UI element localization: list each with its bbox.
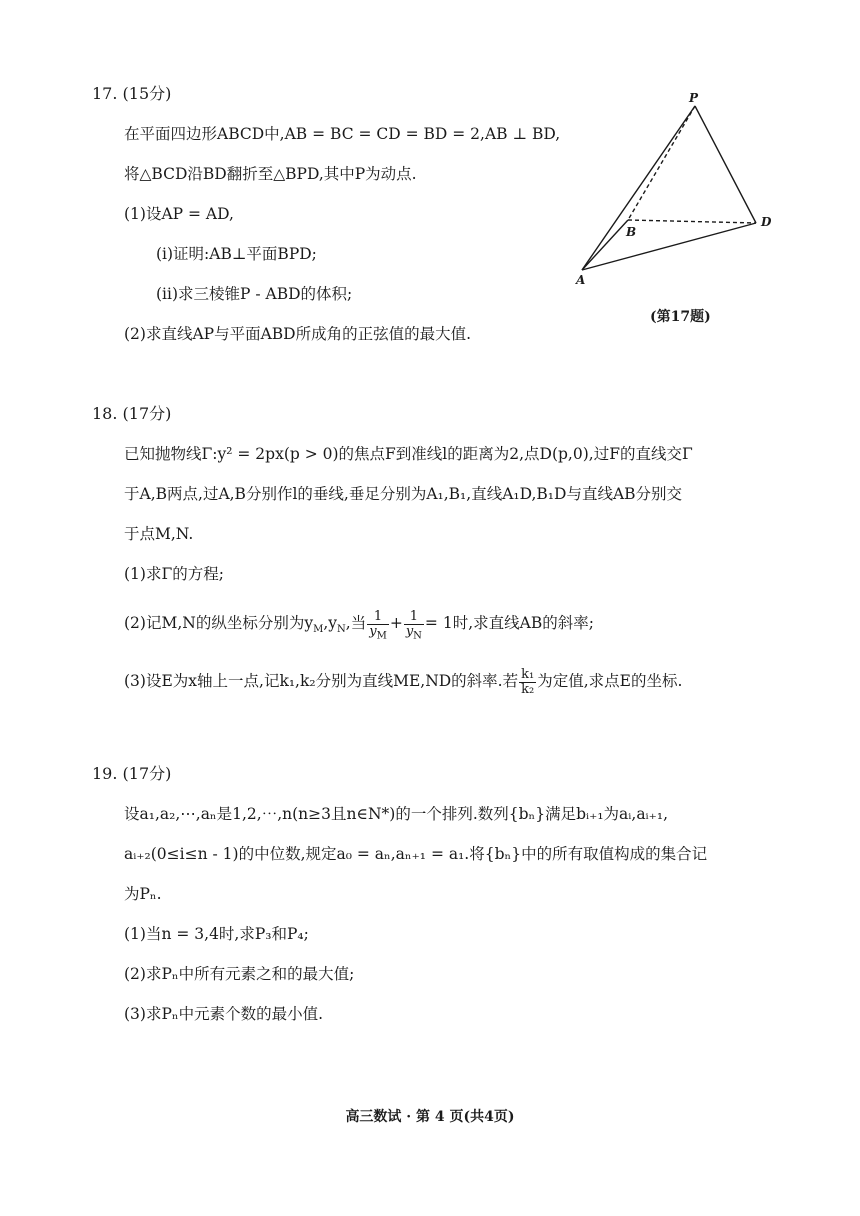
q18-part-2-mid1: ,y <box>323 614 338 632</box>
q18-part-2-post: = 1时,求直线AB的斜率; <box>424 614 594 632</box>
edge-ad <box>582 223 756 270</box>
q19-header: 19. (17分) <box>92 764 172 783</box>
label-b: B <box>626 225 637 239</box>
q19-part-3: (3)求Pₙ中元素个数的最小值. <box>124 1005 324 1023</box>
frac-den-yn: $y_N$ <box>405 623 422 642</box>
edge-pa <box>582 106 695 270</box>
q18-part-3-post: 为定值,求点E的坐标. <box>537 672 683 690</box>
q18-frac-1-over-ym <box>367 608 389 642</box>
q19-line-1: 设a₁,a₂,⋯,aₙ是1,2,⋯,n(n≥3且n∈N*)的一个排列.数列{bₙ}满足bᵢ₊₁为aᵢ,aᵢ₊₁, <box>124 805 668 823</box>
q17-header: 17. (15分) <box>92 84 172 103</box>
q18-frac-1-over-yn <box>404 608 424 642</box>
q18-line-2: 于A,B两点,过A,B分别作l的垂线,垂足分别为A₁,B₁,直线A₁D,B₁D与直线AB分别交 <box>124 485 683 503</box>
label-a: A <box>576 273 586 287</box>
q18-line-1: 已知抛物线Γ:y² = 2px(p > 0)的焦点F到准线l的距离为2,点D(p,0),过F的直线交Γ <box>124 445 693 463</box>
frac-num-1: 1 <box>367 610 389 625</box>
edge-pd <box>695 106 756 223</box>
q18-part-1: (1)求Γ的方程; <box>124 565 224 583</box>
q18-header: 18. (17分) <box>92 404 172 423</box>
frac-num-2: 1 <box>404 610 424 625</box>
page-footer: 高三数试 · 第 4 页(共4页) <box>345 1109 515 1125</box>
q18-line-3: 于点M,N. <box>124 525 194 543</box>
frac-den-k2: k₂ <box>521 681 535 697</box>
q19-line-3: 为Pₙ. <box>124 885 162 903</box>
q19-line-2: aᵢ₊₂(0≤i≤n - 1)的中位数,规定a₀ = aₙ,aₙ₊₁ = a₁.将{bₙ}中的所有取值构成的集合记 <box>124 845 708 863</box>
frac-den-ym: $y_M$ <box>369 623 387 642</box>
q19-part-2: (2)求Pₙ中所有元素之和的最大值; <box>124 965 355 983</box>
q17-line-2: 将△BCD沿BD翻折至△BPD,其中P为动点. <box>124 165 417 183</box>
q17-line-1: 在平面四边形ABCD中,AB = BC = CD = BD = 2,AB ⊥ BD, <box>124 125 561 143</box>
q17-part-2: (2)求直线AP与平面ABD所成角的正弦值的最大值. <box>124 325 472 343</box>
q19-part-1: (1)当n = 3,4时,求P₃和P₄; <box>124 925 309 943</box>
q18-part-2: (2)记M,N的纵坐标分别为$y_M,y_N$,当 $\frac{1}{y_M}$ + $\frac{1}{y_N}$ = 1时,求直线AB的斜率; <box>124 608 594 642</box>
q18-sub-n: N <box>337 624 346 636</box>
edge-ab <box>582 220 628 270</box>
q17-figure-caption: (第17题) <box>650 309 711 325</box>
q17-part-1-i: (ⅰ)证明:AB⊥平面BPD; <box>156 245 317 263</box>
q18-part-2-mid2: ,当 <box>345 614 367 632</box>
q18-frac-k1-over-k2 <box>519 668 536 697</box>
q17-pyramid-figure <box>560 80 800 300</box>
frac-num-k1: k₁ <box>521 666 535 682</box>
q18-sub-m: M <box>313 624 324 636</box>
q18-part-3 <box>124 664 682 698</box>
label-p: P <box>689 91 699 105</box>
label-d: D <box>761 215 772 229</box>
q17-part-1-ii: (ⅱ)求三棱锥P - ABD的体积; <box>156 285 353 303</box>
edge-pb <box>628 106 695 220</box>
q18-part-3-pre: (3)设E为x轴上一点,记k₁,k₂分别为直线ME,ND的斜率.若 <box>124 672 519 690</box>
q17-part-1: (1)设AP = AD, <box>124 205 234 223</box>
edge-bd <box>628 220 756 223</box>
q18-part-2-pre: (2)记M,N的纵坐标分别为y <box>124 614 314 632</box>
